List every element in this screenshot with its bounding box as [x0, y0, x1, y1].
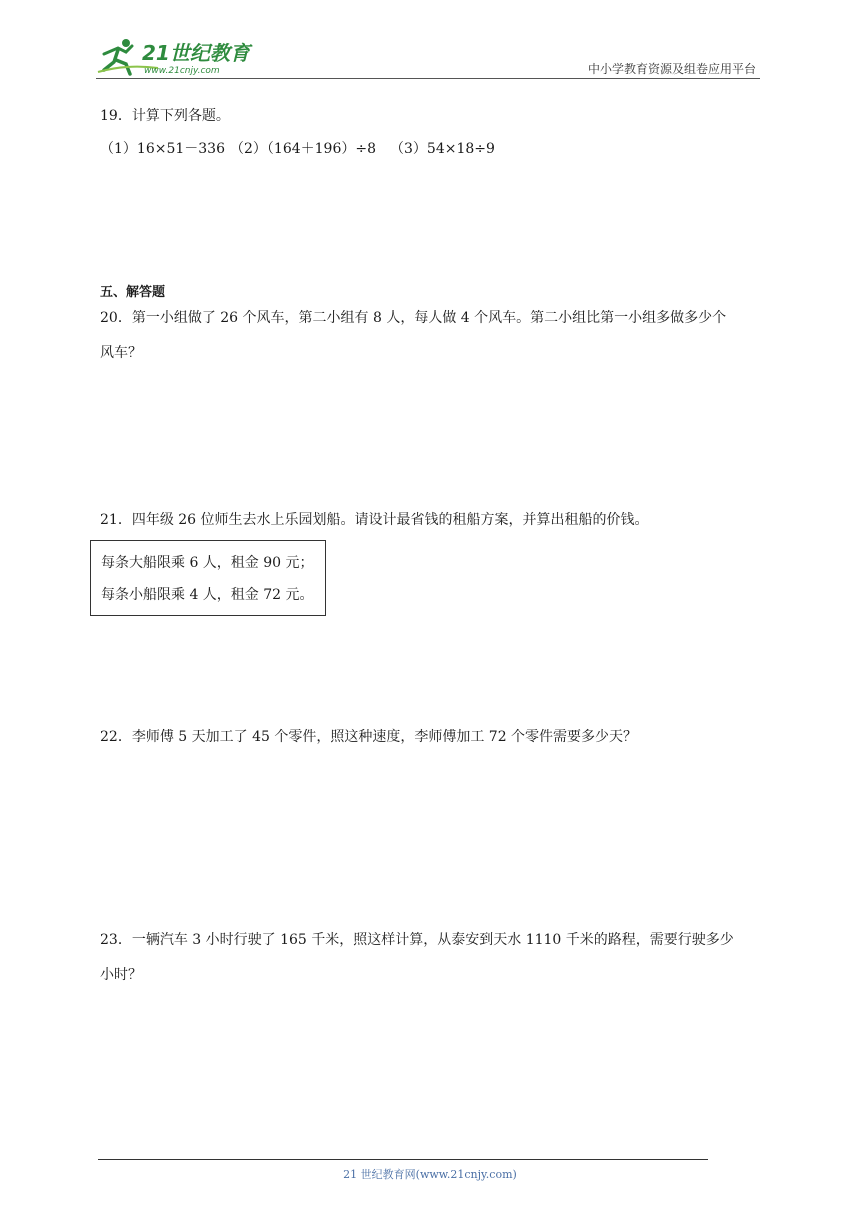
question-19-item-1: （1）16×51－336: [100, 141, 225, 157]
question-23-line-1: 23．一辆汽车 3 小时行驶了 165 千米，照这样计算，从泰安到天水 1110 千米的路程，需要行驶多少: [100, 932, 734, 948]
question-22-line-1: 22．李师傅 5 天加工了 45 个零件，照这种速度，李师傅加工 72 个零件需要多少天？: [100, 729, 638, 745]
rental-info-line-2: 每条小船限乘 4 人，租金 72 元。: [101, 587, 314, 603]
question-20-line-1: 20．第一小组做了 26 个风车，第二小组有 8 人，每人做 4 个风车。第二小组比第一小组多做多少个: [100, 310, 727, 326]
question-19-item-2: （2）（164＋196）÷8: [230, 141, 376, 157]
question-21-line-1: 21．四年级 26 位师生去水上乐园划船。请设计最省钱的租船方案，并算出租船的价钱。: [100, 512, 649, 528]
site-logo: [96, 34, 256, 78]
section-title: 五、解答题: [100, 285, 166, 300]
header-divider: [96, 78, 760, 79]
question-19-item-3: （3）54×18÷9: [390, 141, 495, 157]
rental-info-box: [90, 540, 326, 616]
question-23-line-2: 小时？: [100, 967, 142, 983]
rental-info-line-1: 每条大船限乘 6 人，租金 90 元；: [101, 555, 314, 571]
question-20-line-2: 风车？: [100, 345, 142, 361]
footer-divider: [98, 1159, 708, 1160]
header-platform-text: 中小学教育资源及组卷应用平台: [587, 62, 756, 76]
footer-text: 21 世纪教育网(www.21cnjy.com): [343, 1168, 517, 1181]
logo-text: 21世纪教育: [142, 41, 250, 65]
question-19-title: 19．计算下列各题。: [100, 108, 230, 124]
logo-url: www.21cnjy.com: [144, 66, 220, 76]
runner-logo-icon: [96, 34, 256, 78]
